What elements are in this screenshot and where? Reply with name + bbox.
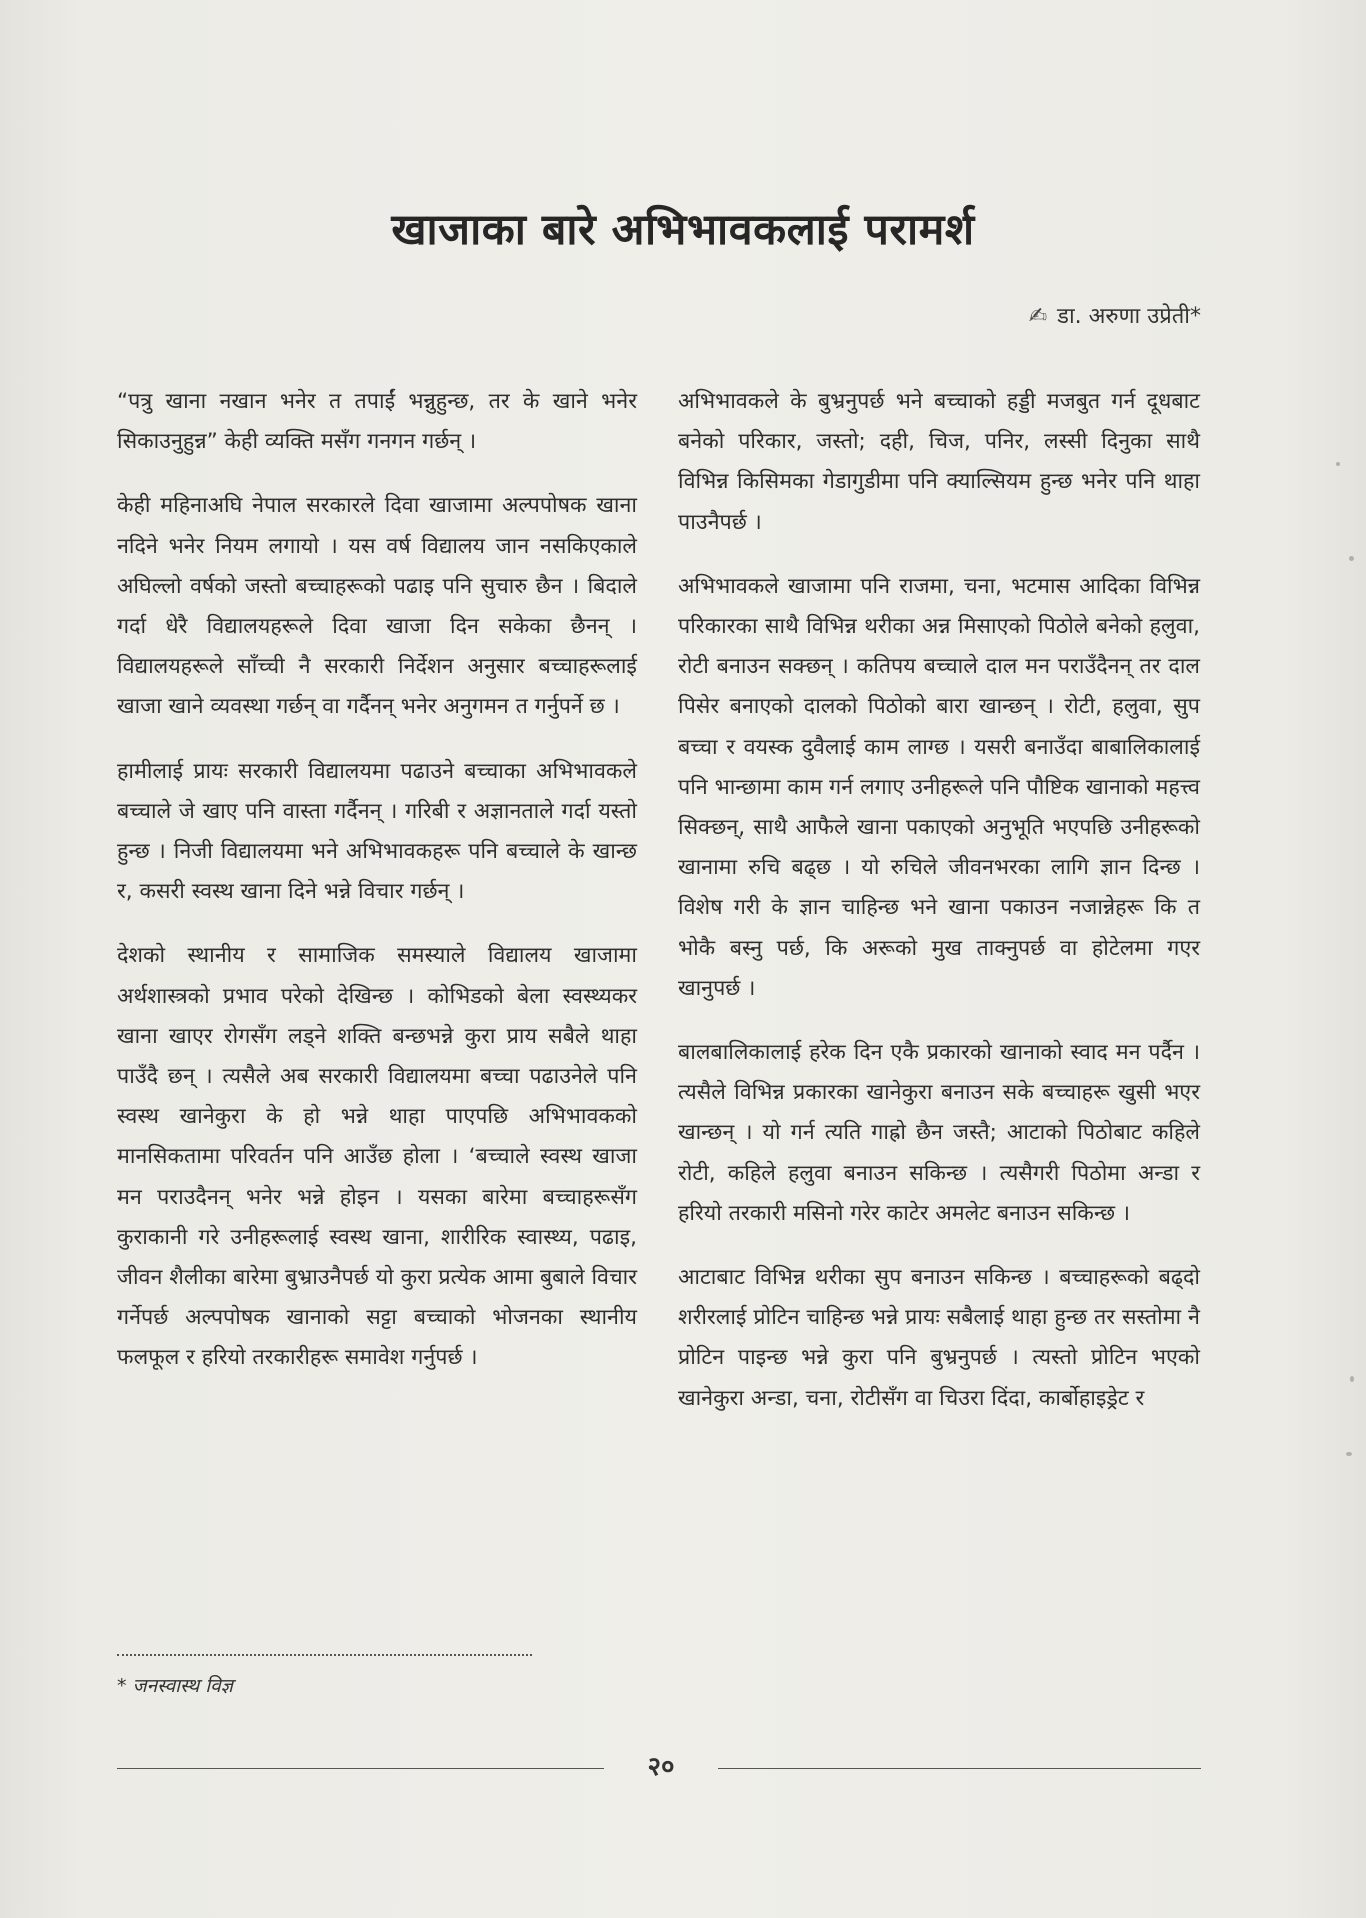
left-column [117,382,637,1403]
scan-speck [1350,1376,1354,1382]
paragraph: अभिभावकले खाजामा पनि राजमा, चना, भटमास आदिका विभिन्न परिकारका साथै विभिन्न थरीका अन्न मिसाएको पिठोले बनेको हलुवा, रोटी बनाउन सक्छन् । कतिपय बच्चाले दाल मन पराउँदैनन् तर दाल पिसेर बनाएको दालको पिठोको बारा खान्छन् । रोटी, हलुवा, सुप बच्चा र वयस्क दुवैलाई काम लाग्छ । यसरी बनाउँदा बाबालिकालाई पनि भान्छामा काम गर्न लगाए उनीहरूले पनि पौष्टिक खानाको महत्त्व सिक्छन्, साथै आफैले खाना पकाएको अनुभूति भएपछि उनीहरूको खानामा रुचि बढ्छ । यो रुचिले जीवनभरका लागि ज्ञान दिन्छ । विशेष गरी के ज्ञान चाहिन्छ भने खाना पकाउन नजान्नेहरू कि त भोकै बस्नु पर्छ, कि अरूको मुख ताक्नुपर्छ वा होटेलमा गएर खानुपर्छ । [678,573,1200,1001]
article-title: खाजाका बारे अभिभावकलाई परामर्श [391,205,975,255]
pen-icon: ✍ [1028,304,1048,329]
scan-speck [1336,462,1340,466]
paragraph: “पत्रु खाना नखान भनेर त तपाईं भन्नुहुन्छ, तर के खाने भनेर सिकाउनुहुन्न” केही व्यक्ति मसँग गनगन गर्छन् । [117,389,637,455]
paragraph: बालबालिकालाई हरेक दिन एकै प्रकारको खानाको स्वाद मन पर्दैन । त्यसैले विभिन्न प्रकारका खानेकुरा बनाउन सके बच्चाहरू खुसी भएर खान्छन् । यो गर्न त्यति गाह्रो छैन जस्तै; आटाको पिठोबाट कहिले रोटी, कहिले हलुवा बनाउन सकिन्छ । त्यसैगरी पिठोमा अन्डा र हरियो तरकारी मसिनो गरेर काटेर अमलेट बनाउन सकिन्छ । [678,1040,1200,1226]
scan-speck [1349,556,1354,561]
paragraph: आटाबाट विभिन्न थरीका सुप बनाउन सकिन्छ । बच्चाहरूको बढ्दो शरीरलाई प्रोटिन चाहिन्छ भन्ने प्रायः सबैलाई थाहा हुन्छ तर सस्तोमा नै प्रोटिन पाइन्छ भन्ने कुरा पनि बुभ्रनुपर्छ । त्यस्तो प्रोटिन भएको खानेकुरा अन्डा, चना, रोटीसँग वा चिउरा दिंदा, कार्बोहाइड्रेट र [678,1265,1200,1411]
footer-rule-left [117,1768,604,1769]
scan-speck [1346,1452,1352,1456]
paragraph: हामीलाई प्रायः सरकारी विद्यालयमा पढाउने बच्चाका अभिभावकले बच्चाले जे खाए पनि वास्ता गर्दैनन् । गरिबी र अज्ञानताले गर्दा यस्तो हुन्छ । निजी विद्यालयमा भने अभिभावकहरू पनि बच्चाले के खान्छ र, कसरी स्वस्थ खाना दिने भन्ने विचार गर्छन् । [117,758,637,905]
paragraph: केही महिनाअघि नेपाल सरकारले दिवा खाजामा अल्पपोषक खाना नदिने भनेर नियम लगायो । यस वर्ष विद्यालय जान नसकिएकाले अघिल्लो वर्षको जस्तो बच्चाहरूको पढाइ पनि सुचारु छैन । बिदाले गर्दा धेरै विद्यालयहरूले दिवा खाजा दिन सकेका छैनन् । विद्यालयहरूले साँच्ची नै सरकारी निर्देशन अनुसार बच्चाहरूलाई खाजा खाने व्यवस्था गर्छन् वा गर्दैनन् भनेर अनुगमन त गर्नुपर्ने छ । [117,493,637,720]
author-byline [1029,300,1201,330]
author-name: डा. अरुणा उप्रेती* [1057,304,1201,329]
right-column [678,382,1200,1443]
paragraph: देशको स्थानीय र सामाजिक समस्याले विद्यालय खाजामा अर्थशास्त्रको प्रभाव परेको देखिन्छ । कोभिडको बेला स्वस्थ्यकर खाना खाएर रोगसँग लड्ने शक्ति बन्छभन्ने कुरा प्राय सबैले थाहा पाउँदै छन् । त्यसैले अब सरकारी विद्यालयमा बच्चा पढाउनेले पनि स्वस्थ खानेकुरा के हो भन्ने थाहा पाएपछि अभिभावकको मानसिकतामा परिवर्तन पनि आउँछ होला । ‘बच्चाले स्वस्थ खाजा मन पराउदैनन् भनेर भन्ने होइन । यसका बारेमा बच्चाहरूसँग कुराकानी गरे उनीहरूलाई स्वस्थ खाना, शारीरिक स्वास्थ्य, पढाइ, जीवन शैलीका बारेमा बुभ्राउनैपर्छ यो कुरा प्रत्येक आमा बुबाले विचार गर्नेपर्छ अल्पपोषक खानाको सट्टा बच्चाको भोजनका स्थानीय फलफूल र हरियो तरकारीहरू समावेश गर्नुपर्छ । [117,943,637,1371]
footnote: * जनस्वास्थ विज्ञ [117,1675,233,1697]
paragraph: अभिभावकले के बुभ्रनुपर्छ भने बच्चाको हड्डी मजबुत गर्न दूधबाट बनेको परिकार, जस्तो; दही, चिज, पनिर, लस्सी दिनुका साथै विभिन्न किसिमका गेडागुडीमा पनि क्याल्सियम हुन्छ भनेर पनि थाहा पाउनैपर्छ । [678,389,1200,535]
footer-rule-right [718,1768,1201,1769]
footnote-divider [117,1654,532,1656]
page-number: २० [647,1752,675,1782]
